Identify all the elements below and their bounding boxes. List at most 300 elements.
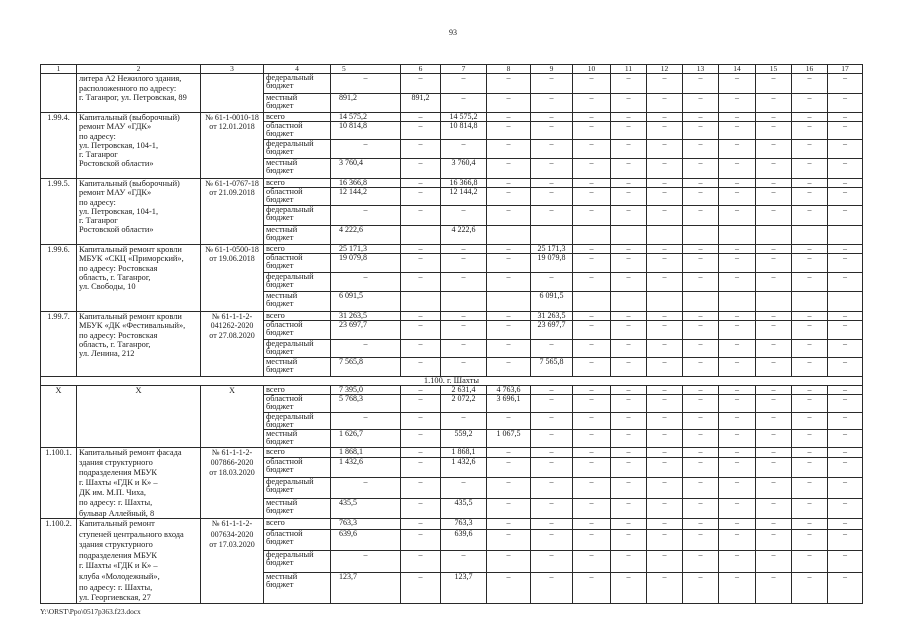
column-number-header: 12	[646, 64, 683, 74]
value-cell	[682, 225, 719, 245]
value-cell: –	[486, 205, 531, 226]
value-cell: –	[400, 550, 441, 573]
value-cell: –	[330, 73, 401, 94]
document-line: 007634-2020	[210, 529, 254, 539]
description-line: ул. Петровская, 104-1,	[79, 140, 159, 150]
value-cell: –	[572, 477, 611, 499]
value-cell: –	[755, 339, 792, 358]
value-cell: –	[682, 320, 719, 340]
value-cell: –	[572, 529, 611, 551]
value-cell: 23 697,7	[330, 320, 401, 340]
description-line: подразделения МБУК	[79, 468, 158, 478]
value-cell: 1 868,1	[440, 447, 487, 458]
value-cell: –	[572, 357, 611, 377]
value-cell	[755, 225, 792, 245]
value-cell: –	[682, 93, 719, 113]
value-cell: –	[646, 477, 683, 499]
value-cell: –	[486, 139, 531, 159]
value-cell: –	[718, 158, 756, 179]
document-line: от 27.08.2020	[209, 330, 255, 340]
value-cell: –	[530, 477, 573, 499]
value-cell: –	[791, 357, 828, 377]
budget-type-text: всего	[266, 244, 285, 253]
value-cell: –	[755, 93, 792, 113]
description-line: г. Шахты «ГДК и К» –	[79, 478, 158, 488]
value-cell: –	[682, 339, 719, 358]
description-line: ул. Свободы, 10	[79, 282, 136, 292]
value-cell: –	[827, 187, 863, 206]
budget-type-label	[263, 477, 331, 499]
value-cell: –	[330, 205, 401, 226]
entry-document	[200, 518, 264, 604]
value-cell: –	[646, 272, 683, 292]
value-cell: –	[827, 244, 863, 254]
budget-type-label	[263, 93, 331, 113]
value-cell: –	[646, 121, 683, 140]
value-cell: –	[827, 272, 863, 292]
value-cell: –	[440, 205, 487, 226]
value-cell: –	[827, 457, 863, 478]
budget-type-text: областной бюджет	[266, 121, 303, 138]
value-cell: –	[610, 457, 647, 478]
description-line: по адресу:	[79, 197, 116, 207]
value-cell	[530, 225, 573, 245]
section-title: 1.100. г. Шахты	[40, 376, 863, 386]
value-cell: –	[646, 412, 683, 430]
value-cell: –	[610, 357, 647, 377]
budget-type-label	[263, 158, 331, 179]
budget-type-label	[263, 187, 331, 206]
value-cell: –	[827, 158, 863, 179]
value-cell: –	[610, 112, 647, 122]
value-cell: –	[530, 93, 573, 113]
entry-description	[76, 73, 201, 113]
value-cell: –	[827, 498, 863, 519]
value-cell: –	[755, 529, 792, 551]
value-cell: –	[400, 357, 441, 377]
value-cell: –	[791, 457, 828, 478]
value-cell: –	[718, 498, 756, 519]
value-cell: –	[682, 205, 719, 226]
value-cell: –	[610, 550, 647, 573]
value-cell: –	[755, 158, 792, 179]
value-cell: –	[791, 311, 828, 321]
value-cell: –	[610, 139, 647, 159]
value-cell: –	[530, 272, 573, 292]
value-cell: –	[755, 73, 792, 94]
document-line: от 18.03.2020	[209, 468, 255, 478]
value-cell: –	[646, 187, 683, 206]
description-line: г. Таганрог	[79, 150, 118, 160]
value-cell: –	[486, 93, 531, 113]
value-cell: –	[718, 205, 756, 226]
value-cell: –	[755, 272, 792, 292]
value-cell: –	[610, 572, 647, 604]
value-cell: –	[827, 93, 863, 113]
value-cell: –	[330, 477, 401, 499]
value-cell: 4 222,6	[330, 225, 401, 245]
value-cell: –	[718, 121, 756, 140]
value-cell: –	[572, 412, 611, 430]
value-cell: –	[530, 339, 573, 358]
value-cell	[486, 225, 531, 245]
value-cell: –	[791, 518, 828, 530]
value-cell: –	[400, 518, 441, 530]
document-line: от 19.06.2018	[209, 254, 255, 264]
value-cell: 2 631,4	[440, 385, 487, 395]
value-cell: –	[486, 311, 531, 321]
value-cell: –	[610, 73, 647, 94]
value-cell: 3 696,1	[486, 394, 531, 413]
value-cell: –	[400, 477, 441, 499]
value-cell: –	[400, 429, 441, 448]
value-cell: –	[791, 244, 828, 254]
value-cell: –	[400, 320, 441, 340]
value-cell	[400, 225, 441, 245]
value-cell: –	[486, 550, 531, 573]
value-cell: –	[530, 112, 573, 122]
description-line: ДК им. М.П. Чиха,	[79, 488, 146, 498]
value-cell: –	[646, 139, 683, 159]
value-cell: –	[440, 477, 487, 499]
value-cell: 763,3	[440, 518, 487, 530]
value-cell: –	[530, 572, 573, 604]
value-cell: –	[440, 93, 487, 113]
value-cell: –	[610, 498, 647, 519]
value-cell: –	[530, 187, 573, 206]
entry-number: 1.100.2.	[40, 518, 77, 604]
budget-type-text: всего	[266, 178, 285, 187]
value-cell: –	[330, 550, 401, 573]
value-cell: –	[682, 178, 719, 188]
value-cell: –	[827, 477, 863, 499]
value-cell: –	[486, 498, 531, 519]
budget-type-label	[263, 139, 331, 159]
value-cell: –	[718, 178, 756, 188]
entry-number: X	[40, 385, 77, 448]
value-cell: 2 072,2	[440, 394, 487, 413]
description-line: МБУК «ДК «Фестивальный»,	[79, 321, 186, 331]
value-cell	[610, 225, 647, 245]
budget-type-text: всего	[266, 112, 285, 121]
value-cell: –	[755, 121, 792, 140]
value-cell: –	[682, 447, 719, 458]
value-cell	[486, 291, 531, 312]
value-cell: –	[440, 253, 487, 273]
budget-type-text: областной бюджет	[266, 187, 303, 204]
budget-type-text: местный бюджет	[266, 225, 298, 242]
description-line: ступеней центрального входа	[79, 529, 184, 539]
value-cell: –	[486, 477, 531, 499]
column-number-header: 2	[76, 64, 201, 74]
value-cell: –	[440, 357, 487, 377]
value-cell: –	[718, 572, 756, 604]
value-cell: –	[646, 205, 683, 226]
value-cell: –	[827, 320, 863, 340]
value-cell: –	[791, 429, 828, 448]
value-cell: –	[440, 412, 487, 430]
value-cell: –	[646, 394, 683, 413]
value-cell: –	[400, 385, 441, 395]
value-cell: –	[827, 447, 863, 458]
value-cell: 1 626,7	[330, 429, 401, 448]
value-cell: –	[486, 412, 531, 430]
value-cell: –	[572, 311, 611, 321]
value-cell: –	[827, 73, 863, 94]
value-cell	[646, 291, 683, 312]
value-cell: –	[682, 311, 719, 321]
value-cell: –	[791, 178, 828, 188]
value-cell: –	[755, 357, 792, 377]
value-cell: –	[486, 529, 531, 551]
document-line: № 61-1-1-2-	[211, 448, 253, 457]
value-cell: 31 263,5	[330, 311, 401, 321]
value-cell: –	[610, 178, 647, 188]
value-cell: –	[530, 498, 573, 519]
value-cell: –	[530, 121, 573, 140]
value-cell: –	[610, 447, 647, 458]
value-cell: –	[400, 112, 441, 122]
value-cell: –	[572, 518, 611, 530]
entry-description	[76, 112, 201, 179]
value-cell: –	[572, 244, 611, 254]
entry-number: 1.99.6.	[40, 244, 77, 312]
document-line: № 61-1-1-2-	[211, 312, 253, 321]
value-cell: –	[400, 73, 441, 94]
value-cell: –	[646, 320, 683, 340]
value-cell: –	[682, 253, 719, 273]
description-line: ремонт МАУ «ГДК»	[79, 188, 152, 198]
value-cell: 1 868,1	[330, 447, 401, 458]
description-line: по адресу: Ростовская	[79, 330, 158, 340]
budget-type-label	[263, 498, 331, 519]
value-cell: –	[400, 139, 441, 159]
entry-description	[76, 311, 201, 377]
value-cell: –	[755, 457, 792, 478]
value-cell: –	[755, 518, 792, 530]
budget-type-text: областной бюджет	[266, 529, 303, 546]
description-line: ул. Петровская, 104-1,	[79, 206, 159, 216]
description-line: Капитальный ремонт кровли	[79, 245, 182, 254]
budget-type-text: местный бюджет	[266, 158, 298, 175]
value-cell: –	[486, 272, 531, 292]
value-cell: –	[682, 357, 719, 377]
budget-type-text: местный бюджет	[266, 572, 298, 589]
value-cell: –	[755, 447, 792, 458]
value-cell: –	[791, 187, 828, 206]
value-cell: 639,6	[440, 529, 487, 551]
value-cell: –	[646, 385, 683, 395]
value-cell: 23 697,7	[530, 320, 573, 340]
value-cell: –	[791, 253, 828, 273]
value-cell: –	[791, 394, 828, 413]
value-cell: –	[718, 477, 756, 499]
value-cell: 12 144,2	[330, 187, 401, 206]
description-line: по адресу: Ростовская	[79, 263, 158, 273]
column-number-header: 9	[530, 64, 573, 74]
value-cell: –	[572, 498, 611, 519]
description-line: Капитальный ремонт кровли	[79, 312, 182, 321]
value-cell: –	[682, 385, 719, 395]
value-cell: –	[827, 357, 863, 377]
column-number-header: 14	[718, 64, 756, 74]
value-cell: –	[791, 320, 828, 340]
value-cell: 435,5	[330, 498, 401, 519]
value-cell: –	[610, 320, 647, 340]
value-cell: –	[791, 93, 828, 113]
entry-document	[200, 73, 264, 113]
value-cell: –	[610, 311, 647, 321]
value-cell	[827, 225, 863, 245]
value-cell: –	[440, 73, 487, 94]
value-cell: –	[400, 205, 441, 226]
budget-type-text: федеральный бюджет	[266, 272, 314, 289]
value-cell: –	[486, 178, 531, 188]
value-cell: –	[530, 518, 573, 530]
value-cell: –	[682, 498, 719, 519]
value-cell: –	[755, 477, 792, 499]
value-cell: 3 760,4	[330, 158, 401, 179]
description-line: здания структурного	[79, 540, 153, 550]
value-cell: 7 565,8	[530, 357, 573, 377]
budget-type-text: областной бюджет	[266, 457, 303, 474]
value-cell: 12 144,2	[440, 187, 487, 206]
value-cell: –	[400, 339, 441, 358]
value-cell: –	[718, 112, 756, 122]
value-cell: –	[718, 385, 756, 395]
value-cell: 4 222,6	[440, 225, 487, 245]
value-cell: 25 171,3	[330, 244, 401, 254]
value-cell: –	[755, 112, 792, 122]
value-cell: –	[791, 73, 828, 94]
value-cell: –	[682, 394, 719, 413]
value-cell: –	[486, 518, 531, 530]
value-cell: –	[572, 93, 611, 113]
value-cell: –	[572, 457, 611, 478]
description-line: г. Таганрог, ул. Петровская, 89	[79, 93, 187, 102]
value-cell: 6 091,5	[530, 291, 573, 312]
value-cell: –	[400, 498, 441, 519]
value-cell: –	[682, 529, 719, 551]
value-cell: –	[440, 244, 487, 254]
value-cell: 25 171,3	[530, 244, 573, 254]
value-cell: –	[572, 112, 611, 122]
value-cell: 1 432,6	[440, 457, 487, 478]
description-line: ремонт МАУ «ГДК»	[79, 122, 152, 132]
value-cell: –	[755, 572, 792, 604]
column-number-header: 10	[572, 64, 611, 74]
value-cell: –	[755, 178, 792, 188]
entry-document	[200, 311, 264, 377]
budget-type-text: всего	[266, 311, 285, 320]
description-line: бульвар Аллейный, 8	[79, 508, 155, 518]
value-cell: –	[646, 518, 683, 530]
value-cell: –	[646, 429, 683, 448]
value-cell: –	[755, 187, 792, 206]
value-cell: –	[610, 253, 647, 273]
column-number-header: 5	[330, 64, 401, 74]
value-cell: –	[646, 457, 683, 478]
budget-type-text: федеральный бюджет	[266, 205, 314, 222]
value-cell: 5 768,3	[330, 394, 401, 413]
value-cell: –	[791, 477, 828, 499]
value-cell: –	[682, 139, 719, 159]
value-cell: –	[530, 529, 573, 551]
budget-type-label	[263, 457, 331, 478]
value-cell: 4 763,6	[486, 385, 531, 395]
value-cell: –	[827, 385, 863, 395]
value-cell: –	[791, 112, 828, 122]
document-line: 041262-2020	[210, 321, 254, 331]
value-cell: –	[530, 158, 573, 179]
value-cell: –	[646, 572, 683, 604]
budget-type-text: местный бюджет	[266, 291, 298, 308]
value-cell: –	[718, 272, 756, 292]
value-cell: –	[330, 272, 401, 292]
budget-type-label	[263, 253, 331, 273]
value-cell: –	[486, 447, 531, 458]
value-cell: –	[572, 253, 611, 273]
value-cell: –	[530, 205, 573, 226]
budget-type-text: местный бюджет	[266, 429, 298, 446]
value-cell	[682, 291, 719, 312]
value-cell: –	[682, 477, 719, 499]
value-cell: –	[755, 244, 792, 254]
value-cell: –	[646, 550, 683, 573]
value-cell: 10 814,8	[330, 121, 401, 140]
value-cell: –	[610, 412, 647, 430]
value-cell: 123,7	[440, 572, 487, 604]
value-cell: –	[791, 205, 828, 226]
value-cell: –	[440, 550, 487, 573]
value-cell: –	[646, 498, 683, 519]
budget-type-text: областной бюджет	[266, 394, 303, 411]
value-cell: –	[486, 187, 531, 206]
value-cell: –	[572, 429, 611, 448]
value-cell: –	[718, 311, 756, 321]
column-number-header: 11	[610, 64, 647, 74]
description-line: подразделения МБУК	[79, 550, 158, 560]
value-cell: –	[827, 550, 863, 573]
description-line: по адресу: г. Шахты,	[79, 582, 153, 592]
budget-type-label	[263, 73, 331, 94]
value-cell: –	[827, 394, 863, 413]
value-cell: –	[827, 205, 863, 226]
value-cell: –	[827, 518, 863, 530]
value-cell: –	[682, 112, 719, 122]
value-cell: –	[530, 429, 573, 448]
value-cell: –	[610, 272, 647, 292]
budget-type-label	[263, 272, 331, 292]
value-cell: 19 079,8	[330, 253, 401, 273]
description-line: Капитальный (выборочный)	[79, 179, 180, 188]
value-cell: –	[572, 139, 611, 159]
value-cell: –	[791, 550, 828, 573]
value-cell: –	[718, 93, 756, 113]
document-line: от 21.09.2018	[209, 188, 255, 198]
value-cell: –	[718, 529, 756, 551]
budget-type-text: местный бюджет	[266, 357, 298, 374]
value-cell: –	[827, 339, 863, 358]
value-cell: –	[718, 253, 756, 273]
budget-type-label	[263, 572, 331, 604]
value-cell: 1 067,5	[486, 429, 531, 448]
value-cell: –	[486, 121, 531, 140]
value-cell: –	[791, 139, 828, 159]
value-cell: –	[610, 121, 647, 140]
value-cell: 435,5	[440, 498, 487, 519]
budget-type-label	[263, 320, 331, 340]
